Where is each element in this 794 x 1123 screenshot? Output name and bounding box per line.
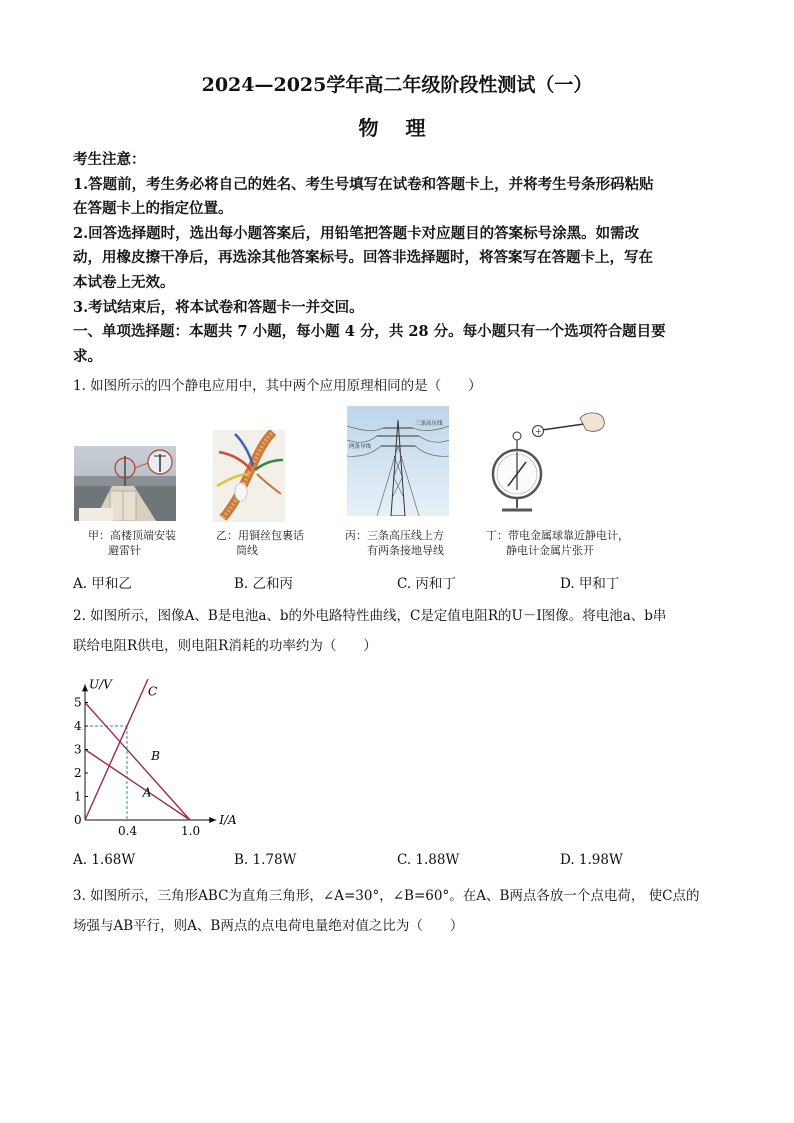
shielded-cable-photo [213,430,285,522]
q1-option-b[interactable]: B. 乙和丙 [234,576,294,592]
caption-bing [345,528,475,558]
question-1-stem: 1. 如图所示的四个静电应用中，其中两个应用原理相同的是（ ） [73,378,482,394]
notice-line: 3.考试结束后，将本试卷和答题卡一并交回。 [73,299,364,316]
question-2-stem-cont: 联给电阻R供电，则电阻R消耗的功率约为（ ） [73,638,377,654]
fig3-label-ground-wires: 两条导线 [349,444,372,450]
series-label-A: A [142,785,152,800]
y-axis-label: U/V [89,677,112,692]
y-tick-label: 1 [74,789,82,804]
y-tick-label: 2 [74,766,82,780]
page-title: 2024—2025学年高二年级阶段性测试（一） [201,74,593,96]
section-heading: 一、单项选择题：本题共 7 小题，每小题 4 分，共 28 分。每小题只有一个选项符合题目要 [73,323,666,340]
q2-option-b[interactable]: B. 1.78W [234,852,297,868]
fig3-label-hv-lines: 三条高压线 [415,421,443,427]
caption-line: 丙：三条高压线上方 [345,529,444,542]
caption-line: 筒线 [236,544,258,557]
caption-line: 乙：用铜丝包裹话 [216,529,304,542]
series-line-C [85,679,148,820]
q2-option-c[interactable]: C. 1.88W [397,852,460,868]
q1-option-a[interactable]: A. 甲和乙 [73,576,132,592]
ui-graph [60,660,260,840]
q1-option-c[interactable]: C. 丙和丁 [397,576,456,592]
question-3-stem-cont: 场强与AB平行，则A、B两点的点电荷电量绝对值之比为（ ） [73,918,464,934]
q1-option-d[interactable]: D. 甲和丁 [560,576,620,592]
notice-line: 1.答题前，考生务必将自己的姓名、考生号填写在试卷和答题卡上，并将考生号条形码粘贴 [73,176,654,193]
notice-heading: 考生注意： [73,151,146,168]
x-tick-label: 0.4 [118,824,138,838]
x-axis-label: I/A [219,813,237,827]
y-tick-label: 5 [74,695,82,710]
question-2-stem: 2. 如图所示，图像A、B是电池a、b的外电路特性曲线，C是定值电阻R的U－I图像。将电池a、b串 [73,608,667,624]
series-label-C: C [148,684,158,699]
subject-title: 物 理 [358,116,436,140]
caption-line: 甲：高楼顶端安装 [88,529,176,542]
caption-jia [88,528,198,558]
caption-line: 静电计金属片张开 [506,544,594,557]
notice-line: 2.回答选择题时，选出每小题答案后，用铅笔把答题卡对应题目的答案标号涂黑。如需改 [73,225,640,242]
caption-line: 有两条接地导线 [367,544,444,557]
power-tower-photo [347,406,449,516]
x-axis-arrow [209,817,216,823]
question-3-stem: 3. 如图所示，三角形ABC为直角三角形，∠A=30°，∠B=60°。在A、B两点各放一个点电荷， 使C点的 [73,888,700,904]
notice-line: 在答题卡上的指定位置。 [73,200,233,217]
series-label-B: B [151,749,160,764]
caption-yi [216,528,326,558]
plus-charge-icon: + [535,427,542,436]
notice-line: 本试卷上无效。 [73,274,175,291]
q2-option-d[interactable]: D. 1.98W [560,852,623,868]
series-line-B [85,703,190,821]
y-tick-label: 3 [74,742,82,757]
y-axis-arrow [82,684,88,691]
notice-line: 动，用橡皮擦干净后，再选涂其他答案标号。回答非选择题时，将答案写在答题卡上，写在 [73,249,653,266]
caption-ding [486,528,646,558]
section-heading-cont: 求。 [73,348,102,365]
caption-line: 避雷针 [108,544,141,557]
lightning-rod-photo [74,446,176,521]
y-tick-label: 4 [74,719,82,733]
q2-option-a[interactable]: A. 1.68W [73,852,136,868]
x-tick-label: 1.0 [181,824,201,838]
caption-line: 丁：带电金属球靠近静电计， [486,529,629,542]
electroscope-figure [480,404,610,518]
y-tick-label: 0 [74,813,82,827]
